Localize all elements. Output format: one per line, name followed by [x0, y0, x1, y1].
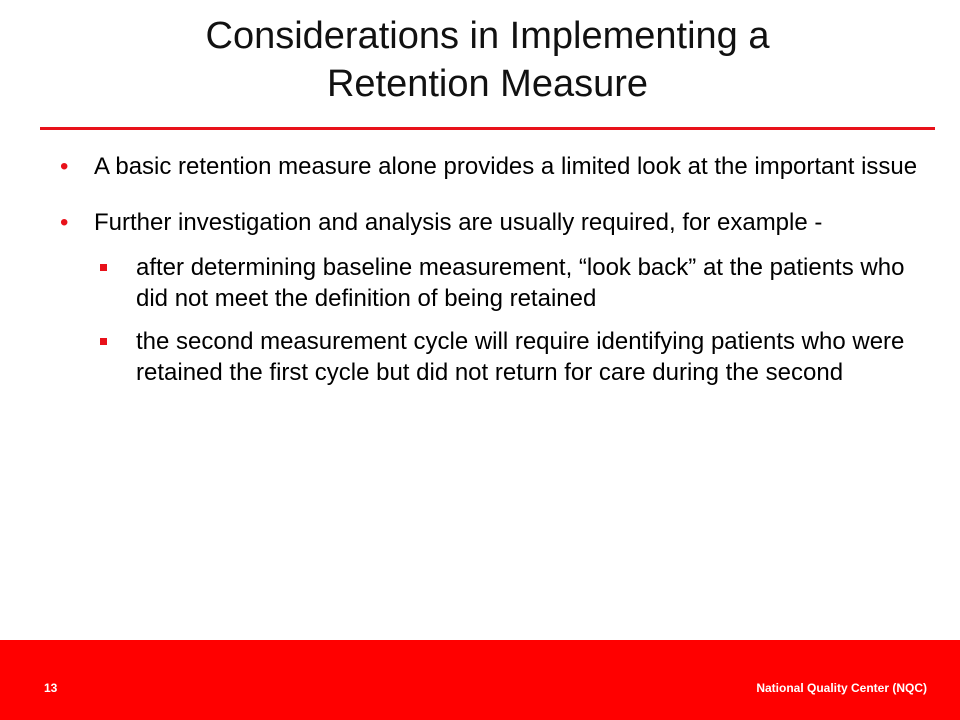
- square-bullet-icon: [100, 338, 107, 345]
- bullet-marker-icon: •: [60, 209, 69, 236]
- slide-title: [40, 12, 935, 108]
- sub-bullet-item-2: [100, 326, 920, 388]
- title-divider: [40, 127, 935, 130]
- slide-content: [60, 150, 920, 388]
- bullet-item-1: [60, 150, 920, 184]
- bullet-text: A basic retention measure alone provides a limited look at the important issue: [94, 153, 918, 180]
- sub-bullet-text: the second measurement cycle will require identifying patients who were retained the first cycle but did not return for care during the second: [136, 328, 905, 386]
- sub-bullet-text: after determining baseline measurement, “look back” at the patients who did not meet the definition of being retained: [136, 254, 905, 312]
- organization-name: National Quality Center (NQC): [756, 681, 927, 695]
- page-number: 13: [44, 681, 58, 695]
- sub-bullet-item-1: [100, 252, 920, 314]
- bullet-item-2: [60, 206, 920, 240]
- bullet-marker-icon: •: [60, 153, 69, 180]
- slide-footer: [0, 640, 960, 720]
- bullet-text: Further investigation and analysis are usually required, for example -: [94, 209, 823, 236]
- slide-title-line-2: Retention Measure: [326, 63, 649, 105]
- slide-title-line-1: Considerations in Implementing a: [205, 15, 770, 57]
- square-bullet-icon: [100, 264, 107, 271]
